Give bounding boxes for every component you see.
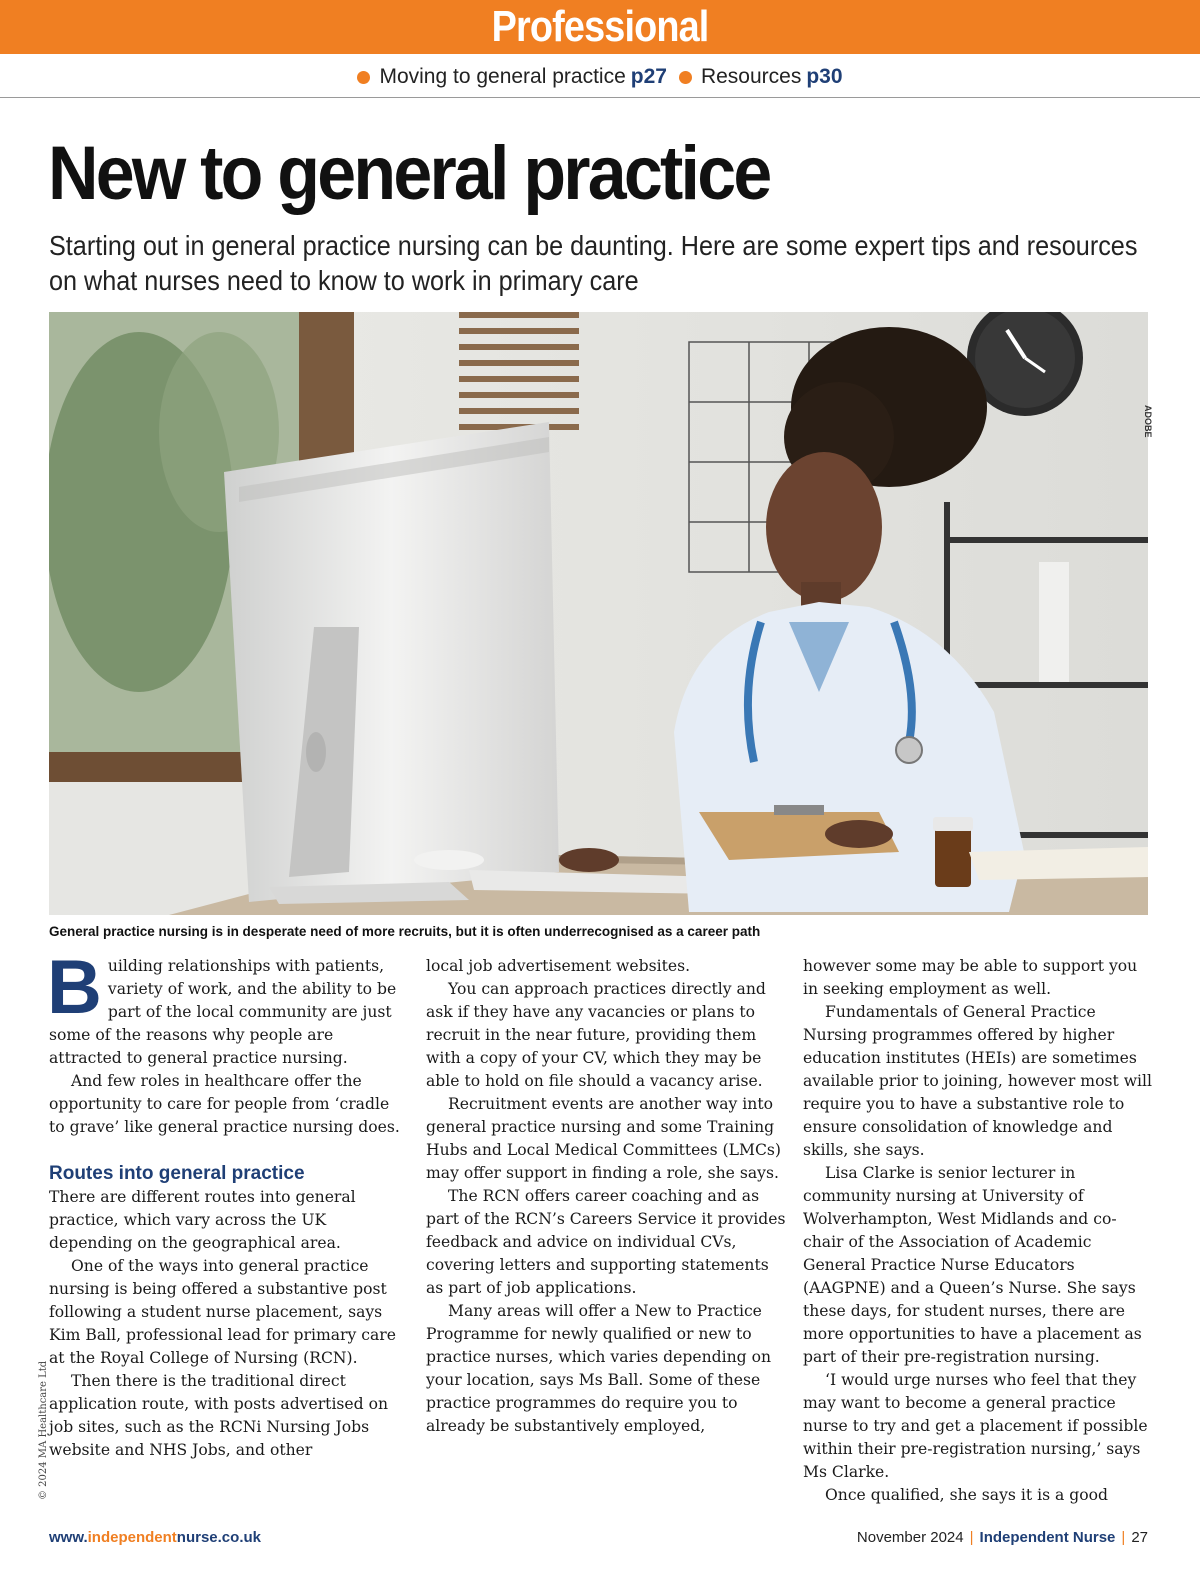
body-paragraph: Once qualified, she says it is a good — [825, 1486, 1109, 1504]
publication-name-b: Nurse — [1072, 1529, 1116, 1546]
article-column-2 — [426, 955, 786, 1438]
section-subhead: Routes into general practice — [49, 1163, 305, 1184]
footer-website-link[interactable] — [49, 1529, 261, 1546]
body-paragraph: however some may be able to support you in seeking employment as well. — [803, 957, 1138, 998]
contents-label: Resources — [700, 65, 802, 88]
article-column-3 — [803, 955, 1155, 1507]
separator: | — [1121, 1529, 1126, 1546]
photo-credit: ADOBE — [1143, 405, 1153, 438]
body-paragraph: The RCN offers career coaching and as part of the RCN’s Careers Service it provides feedback and advice on individual CVs, covering letters and supporting statements as part of job applications. — [426, 1187, 786, 1297]
section-title: Professional — [491, 2, 709, 51]
copyright-notice: © 2024 MA Healthcare Ltd — [38, 1360, 49, 1500]
contents-label: Moving to general practice — [379, 65, 626, 88]
article-photo — [49, 312, 1148, 915]
drop-cap: B — [47, 945, 102, 1030]
footer-folio — [857, 1529, 1148, 1546]
body-paragraph: Recruitment events are another way into general practice nursing and some Training Hubs and Local Medical Committees (LMCs) may offer support in finding a role, she says. — [426, 1095, 781, 1182]
contents-item-resources[interactable] — [675, 65, 843, 89]
body-paragraph: uilding relationships with patients, variety of work, and the ability to be part of the local community are just some of the reasons why people are attracted to general practice nursing. — [49, 957, 397, 1067]
headline: New to general practice — [48, 131, 770, 216]
body-paragraph: And few roles in healthcare offer the opportunity to care for people from ‘cradle to grave’ like general practice nursing does. — [49, 1072, 400, 1136]
section-banner — [0, 0, 1200, 54]
separator: | — [969, 1529, 974, 1546]
body-paragraph: Lisa Clarke is senior lecturer in community nursing at University of Wolverhampton, West Midlands and co-chair of the Association of Academic General Practice Nurse Educators (AAGPNE) and a Queen’s Nurse. She says these days, for student nurses, there are more opportunities to have a placement as part of their pre-registration nursing. — [803, 1164, 1142, 1366]
body-paragraph: Fundamentals of General Practice Nursing programmes offered by higher education institutes (HEIs) are sometimes available prior to joining, however most will require you to have a substantive role to ensure consolidation of knowledge and skills, she says. — [803, 1003, 1153, 1159]
divider — [0, 97, 1200, 98]
bullet-dot-icon — [357, 71, 370, 84]
article-column-1 — [47, 945, 404, 1462]
body-paragraph: Then there is the traditional direct application route, with posts advertised on job sites, such as the RCNi Nursing Jobs website and NHS Jobs, and other — [49, 1372, 389, 1459]
issue-date: November 2024 — [856, 1529, 964, 1546]
contents-item-moving[interactable] — [357, 65, 667, 89]
body-paragraph: One of the ways into general practice nursing is being offered a substantive post following a student nurse placement, says Kim Ball, professional lead for primary care at the Royal College of Nursing (RCN). — [49, 1257, 396, 1367]
footer-url-prefix: www. — [49, 1529, 88, 1546]
contents-page-ref: p30 — [806, 65, 843, 88]
page-number: 27 — [1131, 1529, 1148, 1546]
body-paragraph: local job advertisement websites. — [426, 957, 691, 975]
footer-url-brand: independent — [87, 1529, 177, 1546]
publication-name-a: Independent — [979, 1529, 1069, 1546]
body-paragraph: Many areas will offer a New to Practice Programme for newly qualified or new to practice nurses, which varies depending on your location, says Ms Ball. Some of these practice programmes do require you to already be substantively employed, — [426, 1302, 772, 1435]
standfirst: Starting out in general practice nursing can be daunting. Here are some expert tips and resources on what nurses need to know to work in primary care — [49, 230, 1138, 296]
body-paragraph: There are different routes into general practice, which vary across the UK depending on the geographical area. — [49, 1188, 356, 1252]
photo-caption: General practice nursing is in desperate need of more recruits, but it is often underrecognised as a career path — [49, 924, 761, 939]
contents-strip — [0, 58, 1200, 96]
body-paragraph: ‘I would urge nurses who feel that they may want to become a general practice nurse to try and get a placement if possible within their pre-registration nursing,’ says Ms Clarke. — [803, 1371, 1148, 1481]
footer-url-rest: nurse.co.uk — [176, 1529, 261, 1546]
bullet-dot-icon — [679, 71, 692, 84]
body-paragraph: You can approach practices directly and ask if they have any vacancies or plans to recruit in the near future, providing them with a copy of your CV, which they may be able to hold on file should a vacancy arise. — [426, 980, 766, 1090]
photo-illustration — [49, 312, 1148, 915]
contents-page-ref: p27 — [630, 65, 667, 88]
